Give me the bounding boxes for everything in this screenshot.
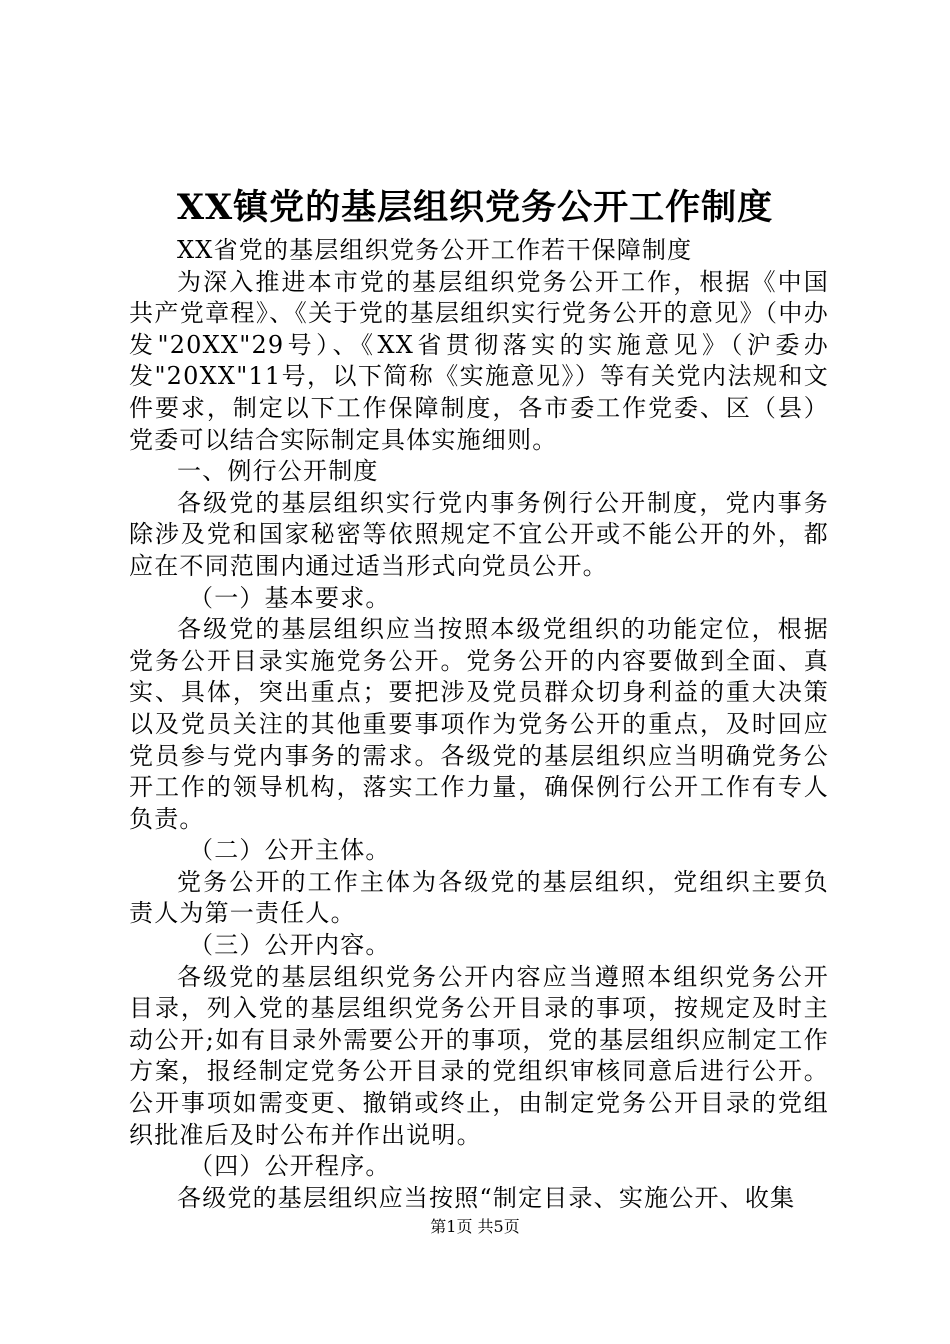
section-heading-1: 一、例行公开制度	[177, 457, 379, 486]
subheading-4: （四）公开程序。	[189, 1152, 391, 1181]
document-title: XX镇党的基层组织党务公开工作制度	[176, 187, 774, 228]
subheading-2: （二）公开主体。	[189, 836, 391, 865]
paragraph-content: 各级党的基层组织党务公开内容应当遵照本组织党务公开目录，列入党的基层组织党务公开目录的事项，按规定及时主动公开;如有目录外需要公开的事项，党的基层组织应制定工作方案，报经制定党务公开目录的党组织审核同意后进行公开。公开事项如需变更、撤销或终止，由制定党务公开目录的党组织批准后及时公布并作出说明。	[129, 962, 829, 1149]
subheading-3: （三）公开内容。	[189, 931, 391, 960]
document-body	[129, 235, 829, 1214]
paragraph-subtitle: XX省党的基层组织党务公开工作若干保障制度	[177, 236, 693, 264]
paragraph-subject: 党务公开的工作主体为各级党的基层组织，党组织主要负责人为第一责任人。	[129, 867, 829, 928]
paragraph-basic-requirements: 各级党的基层组织应当按照本级党组织的功能定位，根据党务公开目录实施党务公开。党务公开的内容要做到全面、真实、具体，突出重点；要把涉及党员群众切身利益的重大决策以及党员关注的其他重要事项作为党务公开的重点，及时回应党员参与党内事务的需求。各级党的基层组织应当明确党务公开工作的领导机构，落实工作力量，确保例行公开工作有专人负责。	[129, 615, 829, 833]
paragraph-section-1: 各级党的基层组织实行党内事务例行公开制度，党内事务除涉及党和国家秘密等依照规定不宜公开或不能公开的外，都应在不同范围内通过适当形式向党员公开。	[129, 488, 829, 580]
subheading-1: （一）基本要求。	[189, 583, 391, 612]
paragraph-intro: 为深入推进本市党的基层组织党务公开工作，根据《中国共产党章程》、《关于党的基层组织实行党务公开的意见》（中办发"20XX"29号）、《XX省贯彻落实的实施意见》（沪委办发"20XX"11号，以下简称《实施意见》）等有关党内法规和文件要求，制定以下工作保障制度，各市委工作党委、区（县）党委可以结合实际制定具体实施细则。	[129, 267, 829, 454]
page-footer: 第1页 共5页	[430, 1217, 520, 1236]
paragraph-procedure: 各级党的基层组织应当按照“制定目录、实施公开、收集	[177, 1183, 796, 1212]
